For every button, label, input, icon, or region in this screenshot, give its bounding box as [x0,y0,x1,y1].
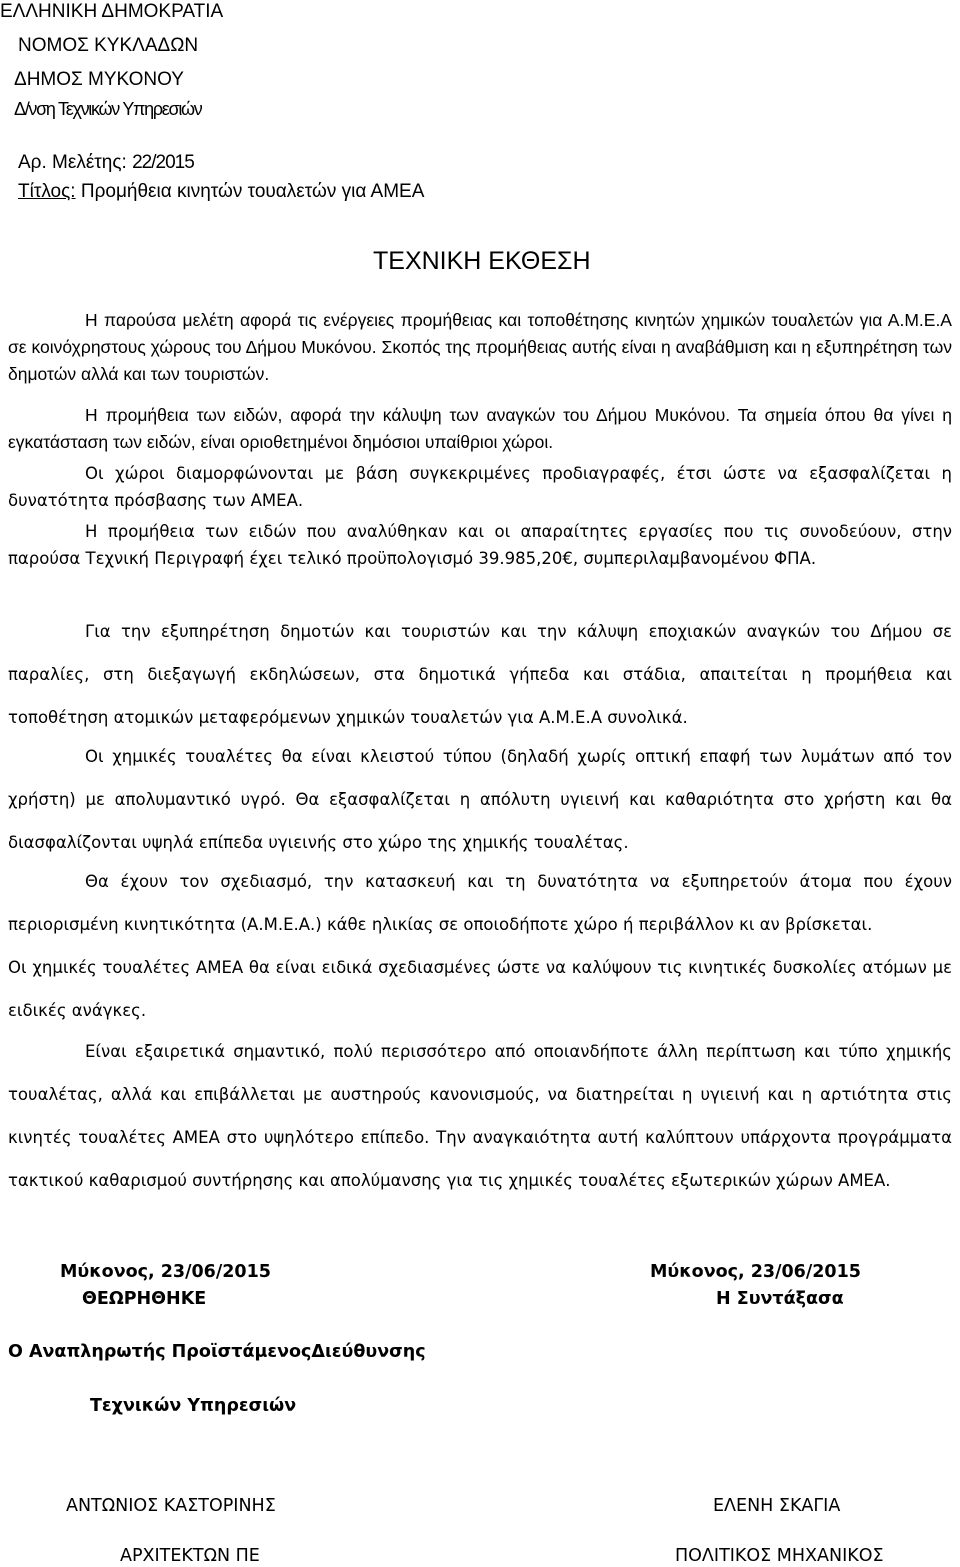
prefecture-heading: ΝΟΜΟΣ ΚΥΚΛΑΔΩΝ [18,35,199,56]
acting-head-title: Ο Αναπληρωτής ΠροϊστάμενοςΔιεύθυνσης [8,1342,426,1362]
technical-services-label: Τεχνικών Υπηρεσιών [90,1396,297,1416]
municipality-heading: ΔΗΜΟΣ ΜΥΚΟΝΟΥ [14,69,184,90]
paragraph-needs: Η προμήθεια των ειδών, αφορά την κάλυψη των αναγκών του Δήμου Μυκόνου. Τα σημεία όπου θα γίνει η εγκατάσταση των ειδών, είναι οριοθετημένοι δημόσιοι υπαίθριοι χώροι. [8,405,952,452]
paragraph-service: Για την εξυπηρέτηση δημοτών και τουριστών και την κάλυψη εποχιακών αναγκών του Δήμου σε παραλίες, στη διεξαγωγή εκδηλώσεων, στα δημοτικά γήπεδα και στάδια, απαιτείται η προμήθεια και τοποθέτηση ατομικών μεταφερόμενων χημικών τουαλετών για Α.Μ.Ε.Α συνολικά. [8,622,952,727]
paragraph-closed-type: Οι χημικές τουαλέτες θα είναι κλειστού τύπου (δηλαδή χωρίς οπτική επαφή των λυμάτων από τον χρήστη) με απολυμαντικό υγρό. Θα εξασφαλίζεται η απόλυτη υγιεινή και καθαριότητα στο χρήστη και θα διασφαλίζονται υψηλά επίπεδα υγιεινής στο χώρο της χημικής τουαλέτας. [8,747,952,852]
study-title [18,181,424,203]
paragraph-purpose: Η παρούσα μελέτη αφορά τις ενέργειες προμήθειας και τοποθέτησης κινητών χημικών τουαλετών για Α.Μ.Ε.Α σε κοινόχρηστους χώρους του Δήμου Μυκόνου. Σκοπός της προμήθειας αυτής είναι η αναβάθμιση και η εξυπηρέτηση των δημοτών αλλά και των τουριστών. [8,310,952,384]
paragraph-specifications: Οι χώροι διαμορφώνονται με βάση συγκεκριμένες προδιαγραφές, έτσι ώστε να εξασφαλίζεται η δυνατότητα πρόσβασης των ΑΜΕΑ. [8,464,952,510]
right-signature-role: Η Συντάξασα [716,1289,844,1309]
directorate-heading: Δ/νση Τεχνικών Υπηρεσιών [14,99,202,119]
paragraph-special-design: Οι χημικές τουαλέτες ΑΜΕΑ θα είναι ειδικά σχεδιασμένες ώστε να καλύψουν τις κινητικές δυσκολίες ατόμων με ειδικές ανάγκες. [8,958,952,1020]
right-signature-date: Μύκονος, 23/06/2015 [650,1262,861,1282]
right-signatory-name: ΕΛΕΝΗ ΣΚΑΓΙΑ [713,1496,841,1516]
republic-heading: ΕΛΛΗΝΙΚΗ ΔΗΜΟΚΡΑΤΙΑ [0,1,224,22]
document-title: ΤΕΧΝΙΚΗ ΕΚΘΕΣΗ [373,247,591,275]
left-signatory-name: ΑΝΤΩΝΙΟΣ ΚΑΣΤΟΡΙΝΗΣ [66,1496,276,1516]
study-number-label: Αρ. Μελέτης: [18,152,127,173]
paragraph-design: Θα έχουν τον σχεδιασμό, την κατασκευή και τη δυνατότητα να εξυπηρετούν άτομα που έχουν περιορισμένη κινητικότητα (Α.Μ.Ε.Α.) κάθε ηλικίας σε οποιοδήποτε χώρο ή περιβάλλον κι αν βρίσκεται. [8,872,952,934]
paragraph-budget: Η προμήθεια των ειδών που αναλύθηκαν και οι απαραίτητες εργασίες που τις συνοδεύουν, στην παρούσα Τεχνική Περιγραφή έχει τελικό προϋπολογισμό 39.985,20€, συμπεριλαμβανομένου ΦΠΑ. [8,522,952,568]
left-signatory-title: ΑΡΧΙΤΕΚΤΩΝ ΠΕ [120,1546,260,1566]
left-signature-role: ΘΕΩΡΗΘΗΚΕ [82,1289,207,1309]
study-title-label: Τίτλος: [18,181,76,202]
study-number-value: 22/2015 [132,152,194,173]
paragraph-hygiene: Είναι εξαιρετικά σημαντικό, πολύ περισσότερο από οποιανδήποτε άλλη περίπτωση και τύπο χημικής τουαλέτας, αλλά και επιβάλλεται με αυστηρούς κανονισμούς, να διατηρείται η υγιεινή και η αρτιότητα στις κινητές τουαλέτες ΑΜΕΑ στο υψηλότερο επίπεδο. Την αναγκαιότητα αυτή καλύπτουν υπάρχοντα προγράμματα τακτικού καθαρισμού συντήρησης και απολύμανσης για τις χημικές τουαλέτες εξωτερικών χώρων ΑΜΕΑ. [8,1042,952,1190]
study-number [18,152,194,174]
right-signatory-title: ΠΟΛΙΤΙΚΟΣ ΜΗΧΑΝΙΚΟΣ [675,1546,884,1566]
study-title-text: Προμήθεια κινητών τουαλετών για ΑΜΕΑ [80,181,425,202]
left-signature-date: Μύκονος, 23/06/2015 [60,1262,271,1282]
